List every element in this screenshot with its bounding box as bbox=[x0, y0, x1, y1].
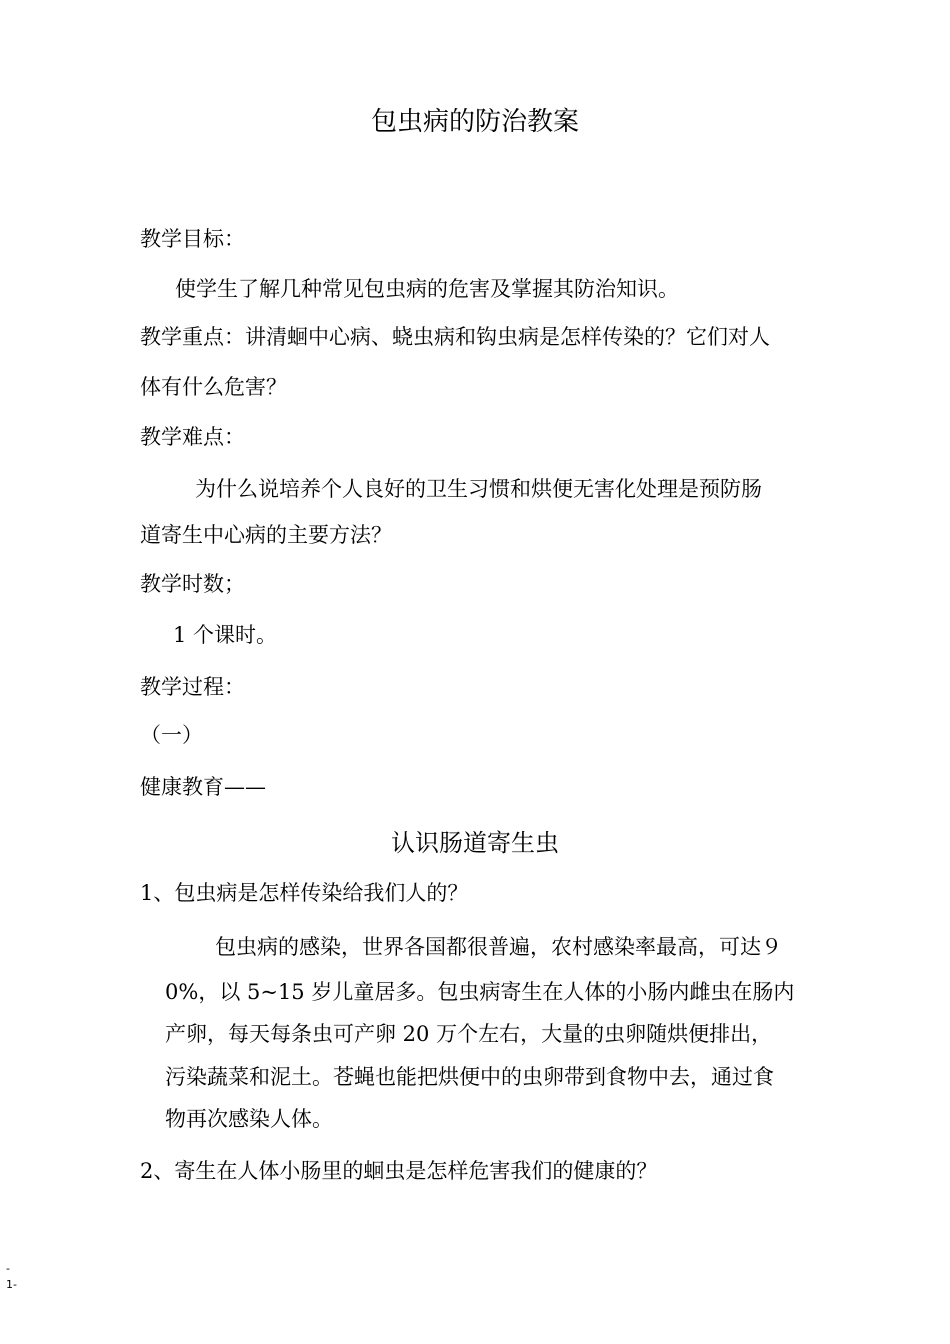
section-marker: （一） bbox=[140, 723, 203, 747]
answer-1-line-4: 污染蔬菜和泥土。苍蝇也能把烘便中的虫卵带到食物中去，通过食 bbox=[165, 1065, 774, 1089]
answer-1-line-1: 包虫病的感染，世界各国都很普遍，农村感染率最高，可达９ bbox=[215, 935, 782, 959]
key-points-line-1: 教学重点：讲清蛔中心病、蛲虫病和钩虫病是怎样传染的？它们对人 bbox=[140, 325, 770, 349]
difficulty-label: 教学难点： bbox=[140, 425, 245, 449]
page-number: 1- bbox=[6, 1278, 17, 1291]
difficulty-line-2: 道寄生中心病的主要方法？ bbox=[140, 523, 392, 547]
objective-text: 使学生了解几种常见包虫病的危害及掌握其防治知识。 bbox=[175, 277, 679, 301]
question-1: 1、包虫病是怎样传染给我们人的？ bbox=[140, 881, 469, 905]
hours-label: 教学时数； bbox=[140, 572, 245, 596]
answer-1-line-2: 0%，以 5~15 岁儿童居多。包虫病寄生在人体的小肠内雌虫在肠内 bbox=[165, 980, 795, 1004]
process-label: 教学过程： bbox=[140, 675, 245, 699]
section-subtitle: 认识肠道寄生虫 bbox=[391, 829, 559, 857]
hours-text: 1 个课时。 bbox=[173, 623, 278, 647]
difficulty-line-1: 为什么说培养个人良好的卫生习惯和烘便无害化处理是预防肠 bbox=[195, 477, 762, 501]
answer-1-line-3: 产卵，每天每条虫可产卵 20 万个左右，大量的虫卵随烘便排出， bbox=[165, 1022, 773, 1046]
answer-1-line-5: 物再次感染人体。 bbox=[165, 1107, 333, 1131]
health-education-heading: 健康教育—— bbox=[140, 775, 266, 799]
key-points-line-2: 体有什么危害？ bbox=[140, 375, 287, 399]
objective-label: 教学目标： bbox=[140, 227, 245, 251]
document-title: 包虫病的防治教案 bbox=[370, 107, 579, 137]
footer-dash: - bbox=[6, 1262, 10, 1275]
question-2: 2、寄生在人体小肠里的蛔虫是怎样危害我们的健康的？ bbox=[140, 1159, 658, 1183]
